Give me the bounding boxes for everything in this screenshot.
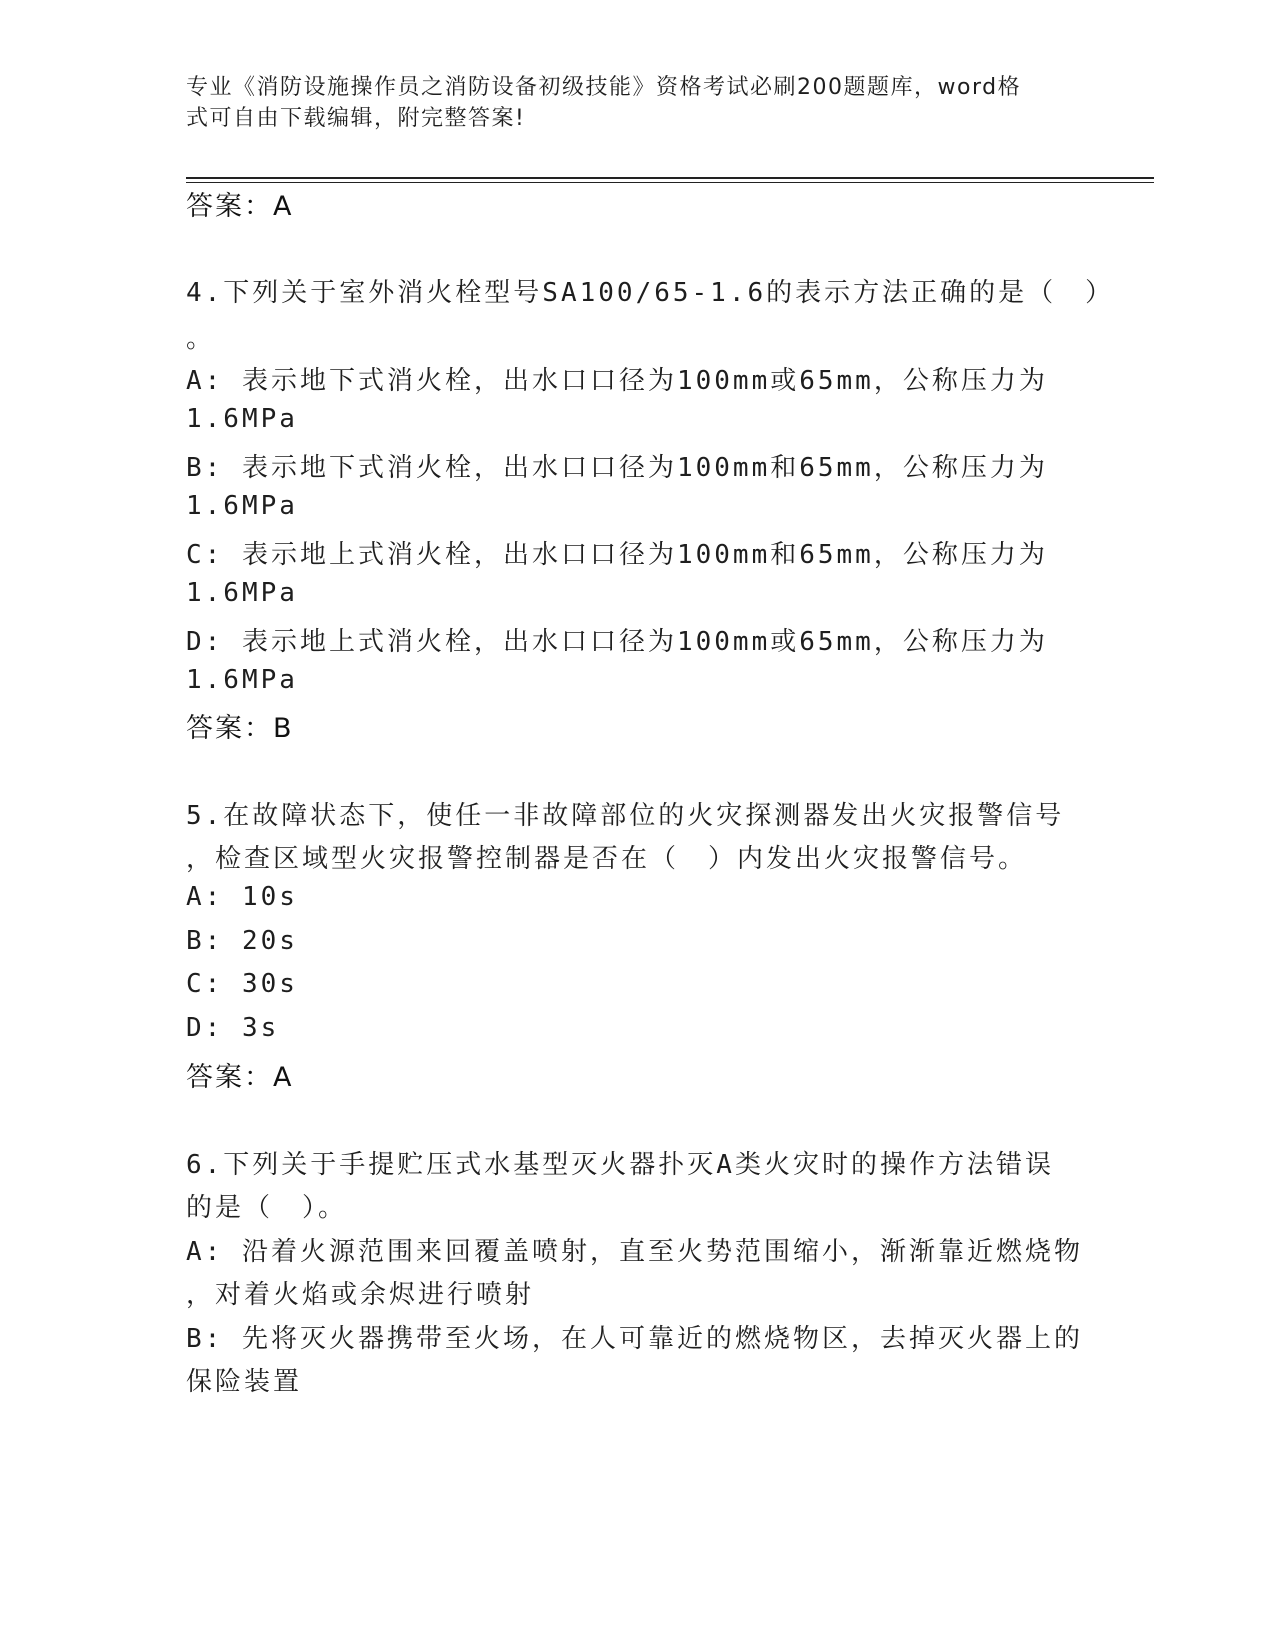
q4-option-b-line-1: B: 表示地下式消火栓，出水口口径为100mm和65mm，公称压力为 <box>186 453 1048 483</box>
q4-option-c-line-1: C: 表示地上式消火栓，出水口口径为100mm和65mm，公称压力为 <box>186 540 1048 570</box>
q6-option-a-line-1: A: 沿着火源范围来回覆盖喷射，直至火势范围缩小，渐渐靠近燃烧物 <box>186 1237 1083 1267</box>
header-line-2: 式可自由下载编辑，附完整答案! <box>186 106 526 131</box>
q5-option-b: B: 20s <box>186 926 298 956</box>
q6-stem-line-1: 6.下列关于手提贮压式水基型灭火器扑灭A类火灾时的操作方法错误 <box>186 1150 1054 1180</box>
header-line-1: 专业《消防设施操作员之消防设备初级技能》资格考试必刷200题题库，word格 <box>186 75 1022 100</box>
q4-option-d-line-1: D: 表示地上式消火栓，出水口口径为100mm或65mm，公称压力为 <box>186 627 1048 657</box>
document-header <box>186 72 1086 134</box>
q6-option-b-line-1: B: 先将灭火器携带至火场，在人可靠近的燃烧物区，去掉灭火器上的 <box>186 1324 1083 1354</box>
q4-option-c-line-2: 1.6MPa <box>186 578 298 608</box>
q4-answer: 答案：B <box>186 713 294 744</box>
q4-stem-line-2: 。 <box>186 324 216 354</box>
q4-option-a-line-1: A: 表示地下式消火栓，出水口口径为100mm或65mm，公称压力为 <box>186 366 1048 396</box>
q4-option-d-line-2: 1.6MPa <box>186 665 298 695</box>
q5-stem-line-1: 5.在故障状态下，使任一非故障部位的火灾探测器发出火灾报警信号 <box>186 801 1065 831</box>
answer-prev: 答案：A <box>186 191 294 222</box>
q4-option-b-line-2: 1.6MPa <box>186 491 298 521</box>
q6-stem-line-2: 的是（ ）。 <box>186 1193 348 1223</box>
q5-option-a: A: 10s <box>186 882 298 912</box>
q6-option-a-line-2: ，对着火焰或余烬进行喷射 <box>186 1280 535 1310</box>
q4-stem-line-1: 4.下列关于室外消火栓型号SA100/65-1.6的表示方法正确的是（ ） <box>186 278 1115 308</box>
q4-option-a-line-2: 1.6MPa <box>186 404 298 434</box>
header-divider-thick <box>186 177 1154 179</box>
q5-stem-line-2: ，检查区域型火灾报警控制器是否在（ ）内发出火灾报警信号。 <box>186 844 1028 874</box>
q5-answer: 答案：A <box>186 1062 294 1093</box>
header-divider-thin <box>186 182 1154 183</box>
q5-option-d: D: 3s <box>186 1013 280 1043</box>
q6-option-b-line-2: 保险装置 <box>186 1367 303 1397</box>
q5-option-c: C: 30s <box>186 969 298 999</box>
